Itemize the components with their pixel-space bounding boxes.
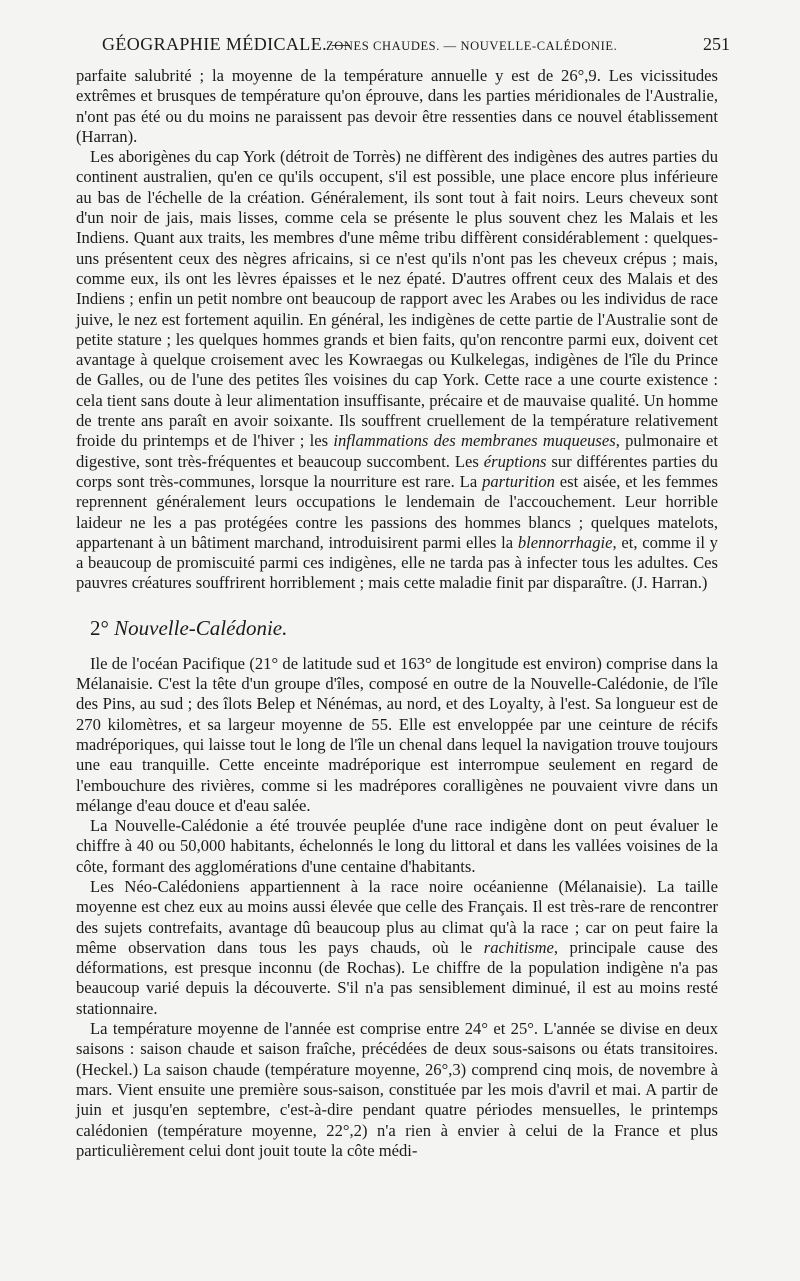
text-run: , principale cause des déformations, est presque inconnu (de Rochas). Le chiffre de la population indigène n'a pas beaucoup varié depuis la découverte. S'il n'a pas sensiblement diminué, il est au moins resté stationnaire.	[76, 937, 718, 1018]
italic-term: éruptions	[483, 451, 547, 471]
text-run: parfaite salubrité ; la moyenne de la température annuelle y est de 26°,9. Les vicissitudes extrêmes et brusques de température qu'on éprouve, dans les parties méridionales de l'Australie, n'ont pas été ou du moins ne paraissent pas devoir être ressenties dans ce nouvel établissement (Harran).	[76, 66, 718, 146]
text-run: Ile de l'océan Pacifique (21° de latitude sud et 163° de longitude est environ) comprise dans la Mélanaisie. C'est la tête d'un groupe d'îles, composé en outre de la Nouvelle-Calédonie, de l'île des Pins, au sud ; des îlots Belep et Nénémas, au nord, et des Loyalty, à l'est. Sa longueur est de 270 kilomètres, et sa largeur moyenne de 55. Elle est enveloppée par une ceinture de récifs madréporiques, qui laisse tout le long de l'île un chenal dans lequel la navigation trouve toujours une eau tranquille. Cette enceinte madréporique est interrompue seulement en regard de l'embouchure des rivières, comme si les madrépores coralligènes ne pouvaient vivre dans un mélange d'eau douce et d'eau salée.	[76, 653, 718, 815]
text-run: , pulmonaire et digestive, sont très-fréquentes et beaucoup succombent. Les	[76, 431, 718, 471]
text-run: Les aborigènes du cap York (détroit de Torrès) ne diffèrent des indigènes des autres parties du continent australien, qu'en ce qu'ils occupent, s'il est possible, une place encore plus inférieure au bas de l'échelle de la création. Généralement, ils sont tout à fait noirs. Leurs cheveux sont d'un noir de jais, mais lisses, comme cela se présente le plus souvent chez les Malais et les Indiens. Quant aux traits, les membres d'une même tribu diffèrent considérablement : quelques-uns présentent ceux des nègres africains, si ce n'est qu'ils n'ont pas les cheveux crépus ; mais, comme eux, ils ont les lèvres épaisses et le nez épaté. D'autres offrent ceux des Malais et des Indiens ; enfin un petit nombre ont beaucoup de rapport avec les Arabes ou les individus de race juive, le nez est fortement aquilin. En général, les indigènes de cette partie de l'Australie sont de petite stature ; les quelques hommes grands et bien faits, qu'on rencontre parmi eux, doivent cet avantage à quelque croisement avec les Kowraegas ou Kulkelegas, indigènes de l'île du Prince de Galles, ou de l'une des petites îles voisines du cap York. Cette race a une courte existence : cela tient sans doute à leur alimentation insuffisante, précaire et de mauvaise qualité. Un homme de trente ans paraît en avoir soixante. Ils souffrent cruellement de la température relativement froide du printemps et de l'hiver ; les	[76, 147, 718, 451]
text-run: sur différentes parties du corps sont très-communes, lorsque la nourriture est rare. La	[76, 451, 718, 491]
paragraph-cap-york	[76, 147, 718, 594]
italic-term: parturition	[482, 471, 555, 491]
paragraph-geography	[76, 654, 718, 816]
section-heading	[90, 616, 718, 640]
paragraph-continued	[76, 66, 718, 147]
section-title: Nouvelle-Calédonie.	[114, 615, 288, 640]
section-number: 2°	[90, 615, 109, 640]
page-number: 251	[703, 34, 730, 54]
italic-term: blennorrhagie	[517, 532, 613, 552]
paragraph-climate	[76, 1019, 718, 1161]
text-run: , et, comme il y a beaucoup de promiscuité parmi ces indigènes, elle ne tarda pas à infecter tous les adultes. Ces pauvres créatures souffrirent horriblement ; mais cette maladie finit par disparaître. (J. Harran.)	[76, 532, 718, 593]
text-run: Les Néo-Calédoniens appartiennent à la race noire océanienne (Mélanaisie). La taille moyenne est chez eux au moins aussi élevée que celle des Français. Il est très-rare de rencontrer des sujets contrefaits, avantage dû beaucoup plus au climat qu'à la race ; car on peut faire la même observation dans tous les pays chauds, où le	[76, 876, 718, 957]
running-head	[102, 34, 730, 60]
text-run: est aisée, et les femmes reprennent généralement leurs occupations le lendemain de l'accouchement. Leur horrible laideur ne les a pas protégées contre les passions des hommes blancs ; quelques matelots, appartenant à un bâtiment marchand, introduisirent parmi elles la	[76, 471, 718, 552]
running-head-subtitle: ZONES CHAUDES. — NOUVELLE-CALÉDONIE.	[326, 39, 618, 53]
paragraph-race	[76, 877, 718, 1019]
italic-term: rachitisme	[483, 937, 554, 957]
paragraph-population	[76, 816, 718, 877]
italic-term: inflammations des membranes muqueuses	[333, 431, 616, 451]
text-run: La température moyenne de l'année est comprise entre 24° et 25°. L'année se divise en deux saisons : saison chaude et saison fraîche, précédées de deux sous-saisons ou états transitoires. (Heckel.) La saison chaude (température moyenne, 26°,3) comprend cinq mois, de novembre à mars. Vient ensuite une première sous-saison, constituée par les mois d'avril et mai. A partir de juin et jusqu'en septembre, c'est-à-dire pendant quatre périodes mensuelles, le printemps calédonien (température moyenne, 22°,2) n'a rien à envier à celui de la France et plus particulièrement celui dont jouit toute la côte médi-	[76, 1019, 718, 1160]
text-run: La Nouvelle-Calédonie a été trouvée peuplée d'une race indigène dont on peut évaluer le chiffre à 40 ou 50,000 habitants, échelonnés le long du littoral et dans les vallées voisines de la côte, formant des agglomérations d'une centaine d'habitants.	[76, 816, 718, 876]
body-text	[76, 66, 718, 1161]
running-head-title: GÉOGRAPHIE MÉDICALE. —	[102, 34, 351, 54]
